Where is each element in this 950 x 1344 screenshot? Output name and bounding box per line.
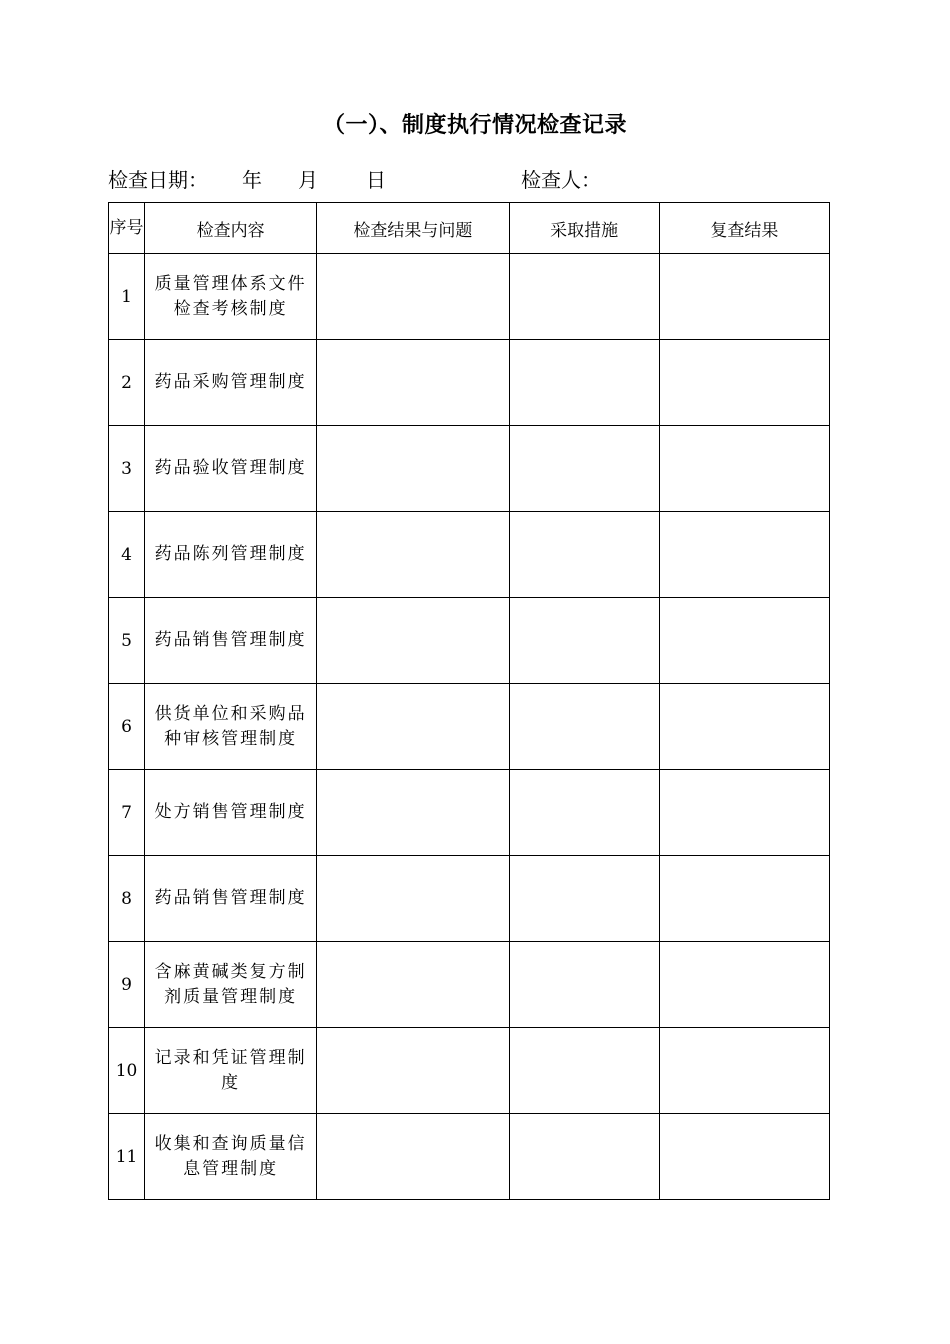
row-recheck-cell[interactable]	[659, 340, 829, 426]
row-check-result-cell[interactable]	[317, 598, 509, 684]
row-check-result-cell[interactable]	[317, 684, 509, 770]
row-measures-cell[interactable]	[509, 856, 659, 942]
row-measures-cell[interactable]	[509, 684, 659, 770]
row-check-result-cell[interactable]	[317, 426, 509, 512]
row-check-result-cell[interactable]	[317, 1028, 509, 1114]
row-recheck-cell[interactable]	[659, 1028, 829, 1114]
row-recheck-cell[interactable]	[659, 1114, 829, 1200]
row-measures-cell[interactable]	[509, 1028, 659, 1114]
row-number: 7	[109, 770, 145, 856]
row-measures-cell[interactable]	[509, 254, 659, 340]
row-check-content: 收集和查询质量信息管理制度	[145, 1114, 317, 1200]
header-measures-taken: 采取措施	[509, 203, 659, 254]
row-check-result-cell[interactable]	[317, 942, 509, 1028]
row-number: 4	[109, 512, 145, 598]
inspection-meta-line	[108, 162, 830, 198]
table-row	[109, 1114, 830, 1200]
table-row	[109, 684, 830, 770]
inspection-date-label: 检查日期：	[108, 168, 208, 192]
table-row	[109, 1028, 830, 1114]
row-check-content: 药品销售管理制度	[145, 856, 317, 942]
header-check-result: 检查结果与问题	[317, 203, 509, 254]
row-check-result-cell[interactable]	[317, 770, 509, 856]
row-measures-cell[interactable]	[509, 1114, 659, 1200]
row-number: 6	[109, 684, 145, 770]
table-header-row	[109, 203, 830, 254]
row-number: 11	[109, 1114, 145, 1200]
inspector-label: 检查人：	[521, 168, 601, 192]
row-number: 2	[109, 340, 145, 426]
row-number: 1	[109, 254, 145, 340]
row-recheck-cell[interactable]	[659, 426, 829, 512]
row-check-content: 药品销售管理制度	[145, 598, 317, 684]
row-measures-cell[interactable]	[509, 598, 659, 684]
row-check-content: 含麻黄碱类复方制剂质量管理制度	[145, 942, 317, 1028]
row-check-content: 供货单位和采购品种审核管理制度	[145, 684, 317, 770]
row-number: 8	[109, 856, 145, 942]
row-number: 3	[109, 426, 145, 512]
row-check-content: 质量管理体系文件检查考核制度	[145, 254, 317, 340]
row-check-content: 药品采购管理制度	[145, 340, 317, 426]
table-row	[109, 942, 830, 1028]
table-row	[109, 856, 830, 942]
table-row	[109, 426, 830, 512]
table-body	[109, 254, 830, 1200]
table-row	[109, 770, 830, 856]
header-check-content: 检查内容	[145, 203, 317, 254]
row-check-content: 药品陈列管理制度	[145, 512, 317, 598]
row-recheck-cell[interactable]	[659, 684, 829, 770]
day-label: 日	[366, 168, 386, 192]
row-check-result-cell[interactable]	[317, 512, 509, 598]
row-check-content: 药品验收管理制度	[145, 426, 317, 512]
row-recheck-cell[interactable]	[659, 942, 829, 1028]
table-row	[109, 254, 830, 340]
table-row	[109, 598, 830, 684]
inspection-record-table	[108, 202, 830, 1200]
row-check-result-cell[interactable]	[317, 254, 509, 340]
row-check-result-cell[interactable]	[317, 856, 509, 942]
page-title: （一）、制度执行情况检查记录	[322, 113, 627, 138]
row-recheck-cell[interactable]	[659, 856, 829, 942]
row-check-result-cell[interactable]	[317, 340, 509, 426]
row-measures-cell[interactable]	[509, 942, 659, 1028]
row-check-content: 记录和凭证管理制度	[145, 1028, 317, 1114]
row-measures-cell[interactable]	[509, 340, 659, 426]
row-recheck-cell[interactable]	[659, 770, 829, 856]
header-serial-number: 序号	[109, 203, 145, 254]
table-row	[109, 340, 830, 426]
row-number: 5	[109, 598, 145, 684]
row-number: 10	[109, 1028, 145, 1114]
row-measures-cell[interactable]	[509, 770, 659, 856]
month-label: 月	[298, 168, 318, 192]
table-row	[109, 512, 830, 598]
row-check-content: 处方销售管理制度	[145, 770, 317, 856]
row-recheck-cell[interactable]	[659, 512, 829, 598]
row-recheck-cell[interactable]	[659, 254, 829, 340]
row-measures-cell[interactable]	[509, 512, 659, 598]
row-check-result-cell[interactable]	[317, 1114, 509, 1200]
year-label: 年	[242, 168, 262, 192]
row-measures-cell[interactable]	[509, 426, 659, 512]
header-recheck-result: 复查结果	[659, 203, 829, 254]
row-recheck-cell[interactable]	[659, 598, 829, 684]
row-number: 9	[109, 942, 145, 1028]
